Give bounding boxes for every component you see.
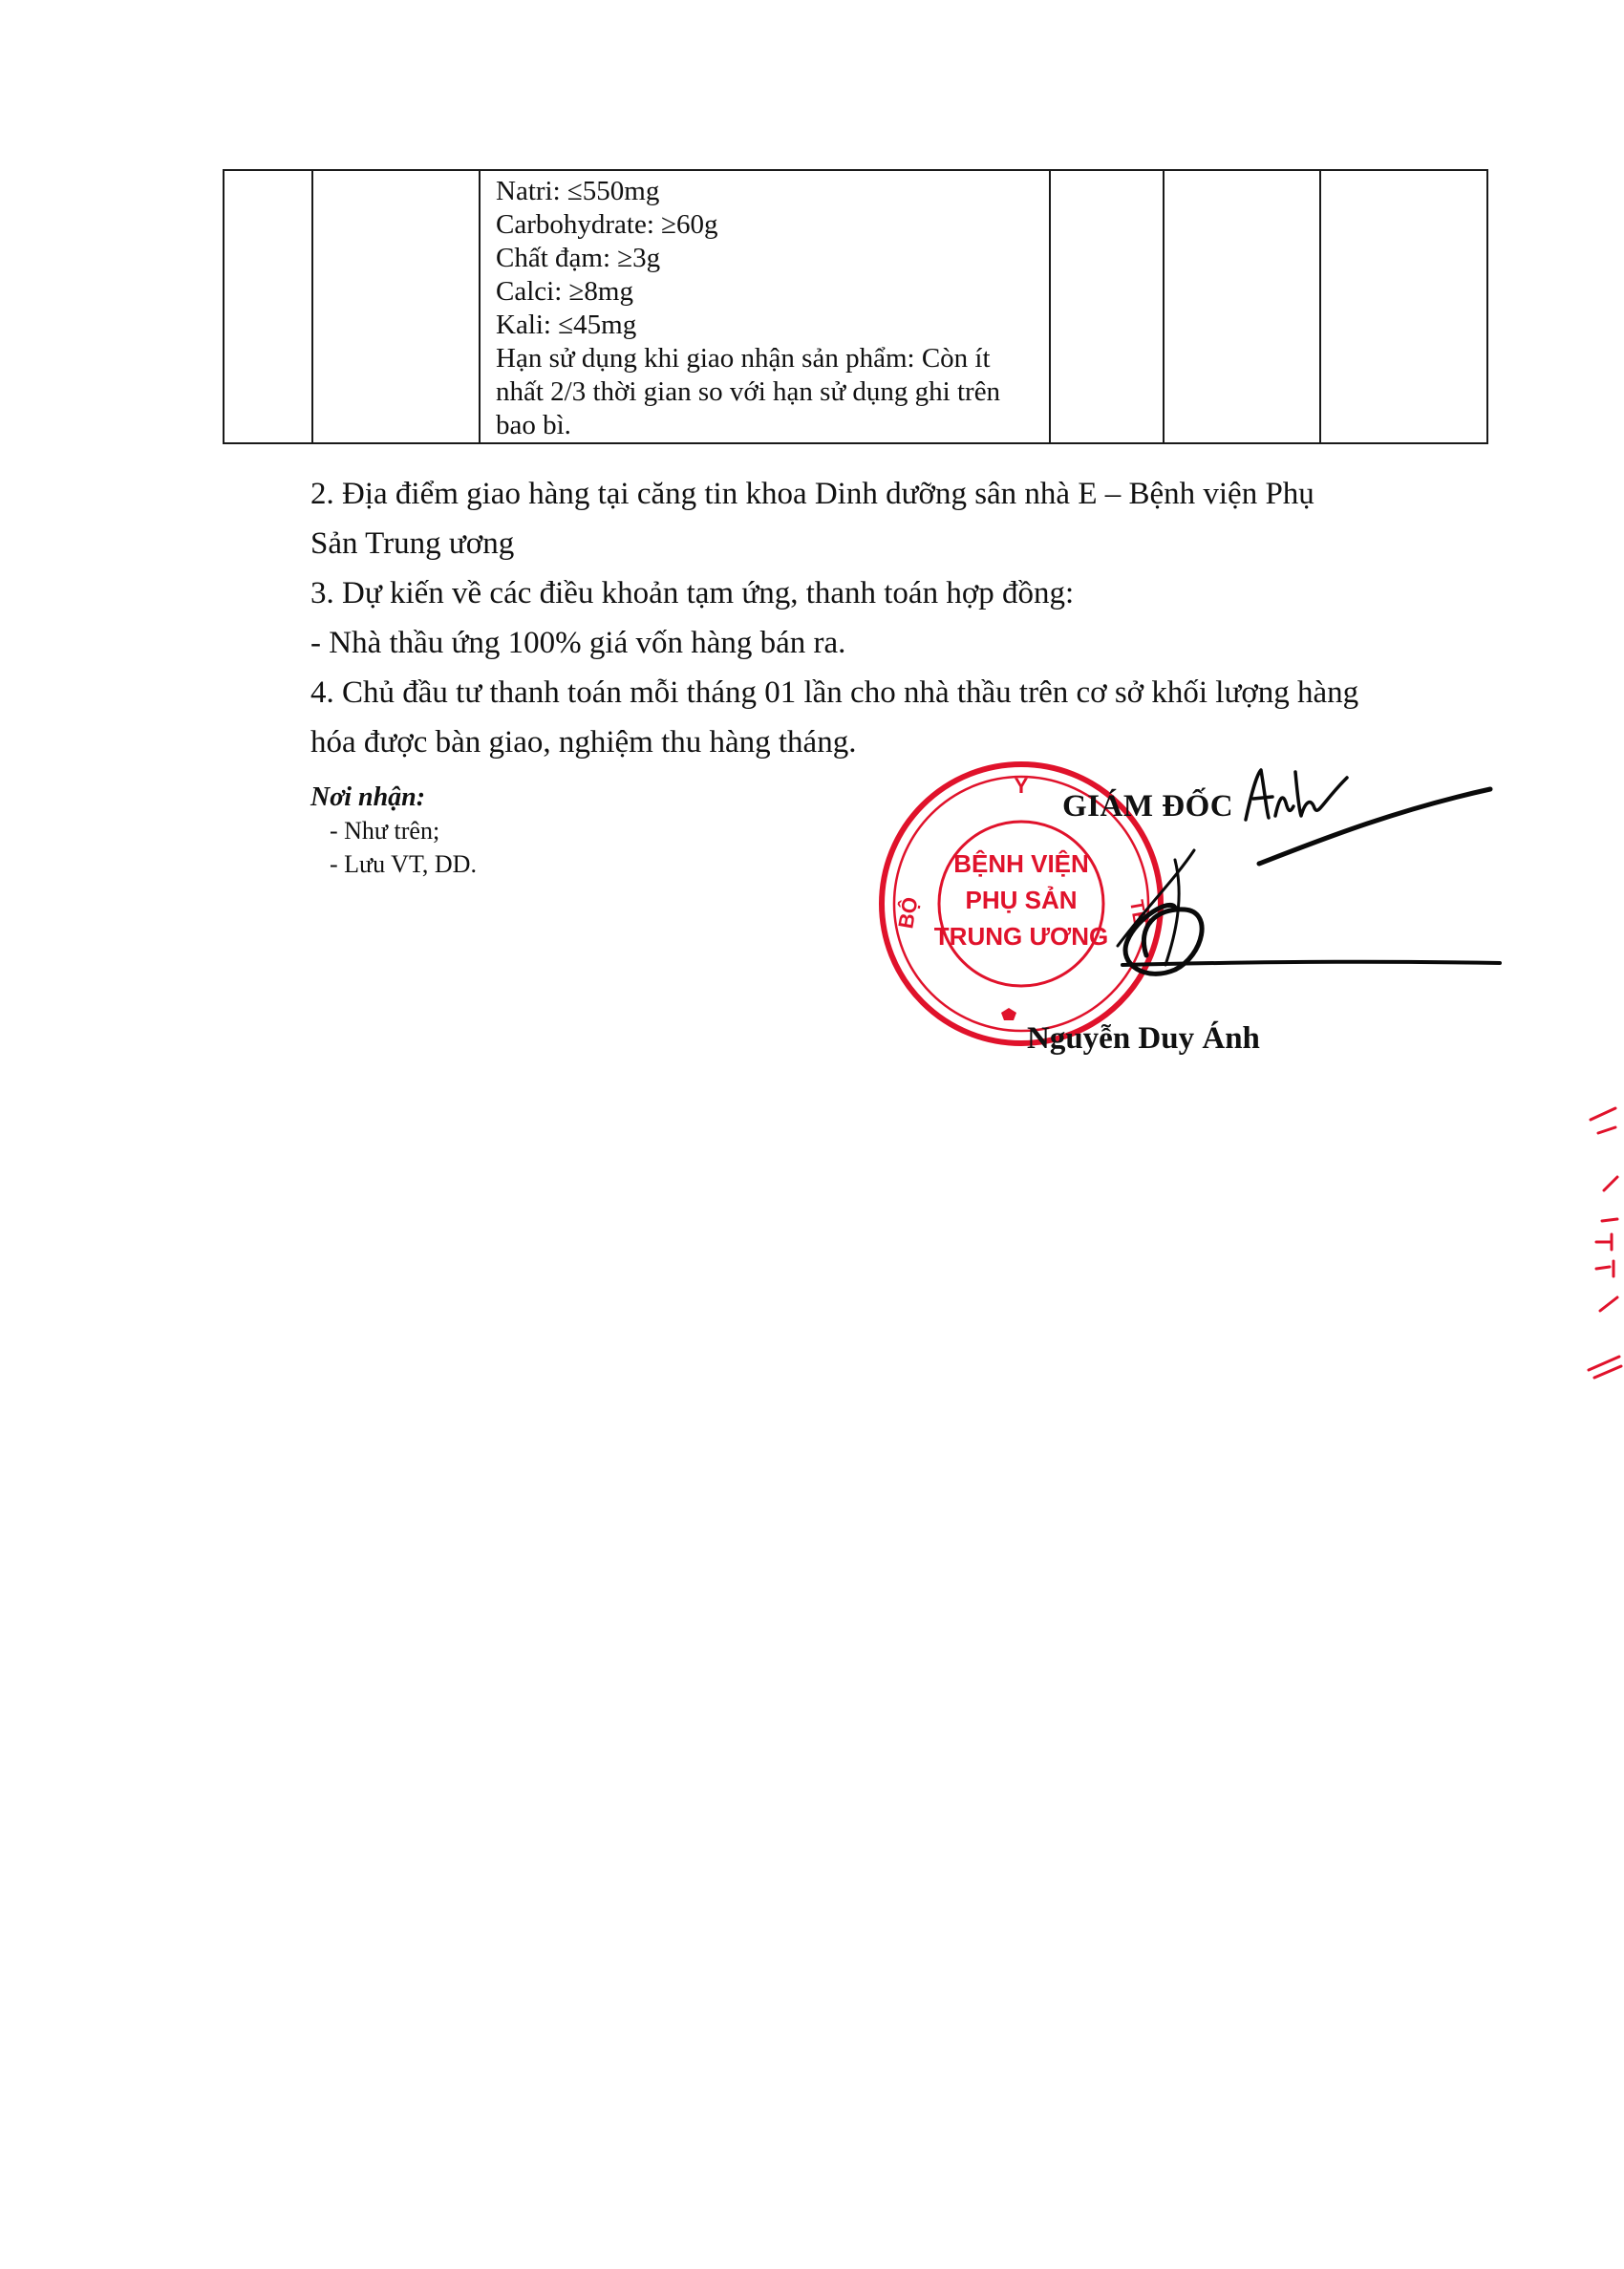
recipient-item: - Lưu VT, DD. bbox=[330, 850, 477, 878]
delivery-location-line-2: Sản Trung ương bbox=[310, 526, 515, 561]
document-body bbox=[310, 469, 1447, 767]
table-cell-quantity bbox=[1164, 170, 1320, 443]
table-cell-product bbox=[312, 170, 480, 443]
spec-line: bao bì. bbox=[496, 410, 571, 440]
recipients-title: Nơi nhận: bbox=[310, 782, 426, 812]
delivery-location-line-1: 2. Địa điểm giao hàng tại căng tin khoa Dinh dưỡng sân nhà E – Bệnh viện Phụ bbox=[310, 477, 1314, 511]
table-cell-unit bbox=[1050, 170, 1164, 443]
specification-table bbox=[223, 169, 1488, 444]
table-cell-note bbox=[1320, 170, 1487, 443]
handwritten-signature bbox=[1032, 764, 1528, 1013]
spec-line: Calci: ≥8mg bbox=[496, 276, 633, 307]
recipient-item: - Như trên; bbox=[330, 817, 440, 845]
stamp-right-text: TẾ bbox=[1124, 898, 1151, 927]
stamp-left-text: BỘ bbox=[893, 895, 923, 931]
spec-line: Kali: ≤45mg bbox=[496, 310, 637, 340]
recipients-block bbox=[310, 781, 477, 881]
recipients-list bbox=[310, 814, 477, 881]
table-cell-specification bbox=[480, 170, 1050, 443]
edge-stamp-fragment bbox=[1571, 1099, 1624, 1385]
stamp-line-3: TRUNG ƯƠNG bbox=[933, 922, 1109, 951]
stamp-top-text: Y bbox=[1014, 774, 1029, 798]
spec-line: Natri: ≤550mg bbox=[496, 176, 660, 206]
spec-line: Carbohydrate: ≥60g bbox=[496, 209, 718, 240]
payment-schedule-line-1: 4. Chủ đầu tư thanh toán mỗi tháng 01 lần cho nhà thầu trên cơ sở khối lượng hàng bbox=[310, 675, 1359, 710]
spec-line: nhất 2/3 thời gian so với hạn sử dụng ghi trên bbox=[496, 376, 1001, 407]
payment-schedule-line-2: hóa được bàn giao, nghiệm thu hàng tháng. bbox=[310, 725, 857, 760]
spec-line: Hạn sử dụng khi giao nhận sản phẩm: Còn ít bbox=[496, 343, 991, 374]
signer-name: Nguyễn Duy Ánh bbox=[1027, 1021, 1260, 1056]
stamp-star-icon bbox=[1001, 1008, 1016, 1020]
table-row bbox=[224, 170, 1487, 443]
stamp-line-2: PHỤ SẢN bbox=[965, 886, 1078, 914]
table-cell-index bbox=[224, 170, 312, 443]
specification-list bbox=[481, 171, 1049, 442]
director-title: GIÁM ĐỐC bbox=[1062, 789, 1234, 824]
payment-terms-item: - Nhà thầu ứng 100% giá vốn hàng bán ra. bbox=[310, 626, 846, 660]
spec-line: Chất đạm: ≥3g bbox=[496, 243, 661, 273]
payment-terms-heading: 3. Dự kiến về các điều khoản tạm ứng, thanh toán hợp đồng: bbox=[310, 576, 1075, 610]
stamp-line-1: BỆNH VIỆN bbox=[953, 849, 1089, 878]
